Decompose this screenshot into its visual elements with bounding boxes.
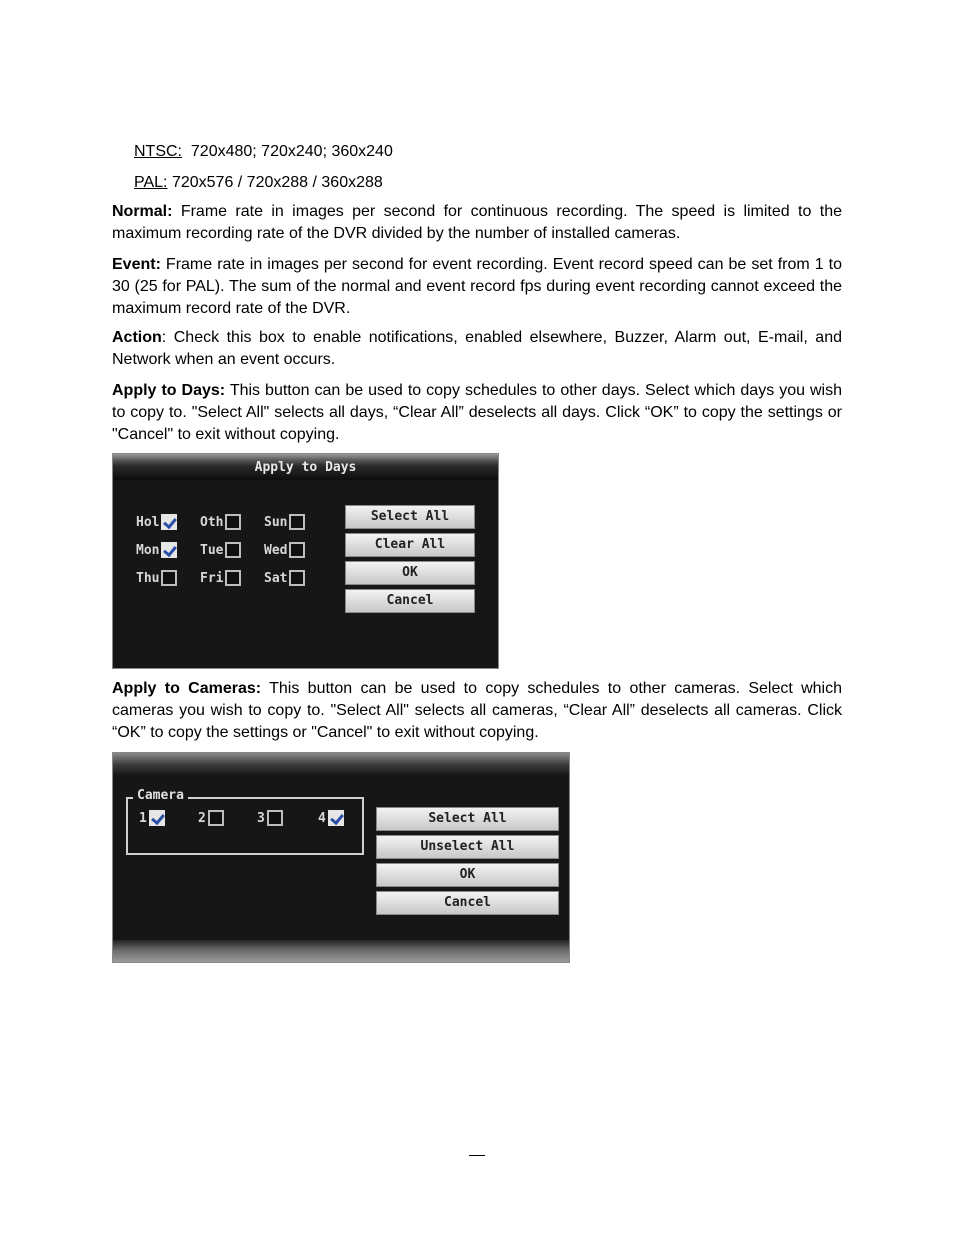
camera-label: 1: [139, 810, 147, 826]
event-text: Frame rate in images per second for event recording. Event record speed can be set from 1 to 30 (25 for PAL). The sum of the normal and event record fps during event recording cannot exceed the maximum record rate of the DVR.: [112, 256, 842, 317]
camera-label: 4: [318, 810, 326, 826]
apply-days-text: This button can be used to copy schedules to other days. Select which days you wish to copy to. "Select All" selects all days, “Clear All” deselects all days. Click “OK” to copy the settings or "Cancel" to exit without copying.: [112, 382, 842, 443]
camera-label: 3: [257, 810, 265, 826]
ntsc-line: [134, 141, 393, 162]
day-label: Sun: [264, 514, 288, 530]
pal-label: PAL:: [134, 174, 168, 191]
event-paragraph: [112, 254, 842, 320]
checkbox-camera-2[interactable]: [208, 810, 224, 826]
days-dialog-title: Apply to Days: [113, 454, 498, 480]
day-label: Wed: [264, 542, 288, 558]
checkbox-oth[interactable]: [225, 514, 241, 530]
checkbox-camera-4[interactable]: [328, 810, 344, 826]
cameras-ok-button[interactable]: OK: [376, 863, 559, 887]
days-cancel-button[interactable]: Cancel: [345, 589, 475, 613]
apply-days-term: Apply to Days:: [112, 382, 226, 399]
day-label: Mon: [136, 542, 160, 558]
cameras-cancel-button[interactable]: Cancel: [376, 891, 559, 915]
days-select-all-button[interactable]: Select All: [345, 505, 475, 529]
day-sun[interactable]: [264, 514, 305, 530]
day-label: Fri: [200, 570, 224, 586]
cameras-unselect-all-button[interactable]: Unselect All: [376, 835, 559, 859]
normal-text: Frame rate in images per second for continuous recording. The speed is limited to the maximum recording rate of the DVR divided by the number of installed cameras.: [112, 203, 842, 242]
camera-4[interactable]: [318, 810, 344, 826]
day-label: Thu: [136, 570, 160, 586]
camera-label: 2: [198, 810, 206, 826]
checkbox-hol[interactable]: [161, 514, 177, 530]
normal-term: Normal:: [112, 203, 173, 220]
checkbox-sat[interactable]: [289, 570, 305, 586]
apply-days-paragraph: [112, 380, 842, 446]
checkbox-camera-1[interactable]: [149, 810, 165, 826]
camera-2[interactable]: [198, 810, 224, 826]
day-label: Hol: [136, 514, 160, 530]
camera-group-label: Camera: [133, 788, 188, 803]
checkbox-sun[interactable]: [289, 514, 305, 530]
day-fri[interactable]: [200, 570, 241, 586]
apply-cameras-text: This button can be used to copy schedules to other cameras. Select which cameras you wish to copy to. "Select All" selects all cameras, “Clear All” deselects all cameras. Click “OK” to copy the settings or "Cancel" to exit without copying.: [112, 680, 843, 741]
apply-to-days-dialog: [112, 453, 499, 669]
apply-cameras-paragraph: [112, 678, 842, 744]
action-text: : Check this box to enable notifications, enabled elsewhere, Buzzer, Alarm out, E-mail, and Network when an event occurs.: [112, 329, 842, 368]
event-term: Event:: [112, 256, 161, 273]
action-paragraph: [112, 327, 842, 371]
cameras-select-all-button[interactable]: Select All: [376, 807, 559, 831]
checkbox-camera-3[interactable]: [267, 810, 283, 826]
cameras-dialog-bottombar: [113, 940, 569, 962]
apply-to-cameras-dialog: [112, 752, 570, 963]
day-tue[interactable]: [200, 542, 241, 558]
days-ok-button[interactable]: OK: [345, 561, 475, 585]
normal-paragraph: [112, 201, 842, 245]
checkbox-wed[interactable]: [289, 542, 305, 558]
camera-1[interactable]: [139, 810, 165, 826]
camera-3[interactable]: [257, 810, 283, 826]
day-sat[interactable]: [264, 570, 305, 586]
day-hol[interactable]: [136, 514, 177, 530]
cameras-dialog-titlebar: [113, 753, 569, 777]
camera-groupbox: [126, 797, 364, 855]
day-label: Oth: [200, 514, 224, 530]
pal-values: 720x576 / 720x288 / 360x288: [171, 174, 383, 191]
checkbox-mon[interactable]: [161, 542, 177, 558]
day-label: Sat: [264, 570, 288, 586]
day-wed[interactable]: [264, 542, 305, 558]
pal-line: [134, 172, 383, 193]
day-mon[interactable]: [136, 542, 177, 558]
ntsc-label: NTSC:: [134, 143, 182, 160]
action-term: Action: [112, 329, 162, 346]
day-thu[interactable]: [136, 570, 177, 586]
day-oth[interactable]: [200, 514, 241, 530]
days-clear-all-button[interactable]: Clear All: [345, 533, 475, 557]
apply-cameras-term: Apply to Cameras:: [112, 680, 262, 697]
checkbox-tue[interactable]: [225, 542, 241, 558]
page-footer-rule: [469, 1155, 485, 1156]
checkbox-thu[interactable]: [161, 570, 177, 586]
day-label: Tue: [200, 542, 224, 558]
checkbox-fri[interactable]: [225, 570, 241, 586]
ntsc-values: 720x480; 720x240; 360x240: [190, 143, 393, 160]
